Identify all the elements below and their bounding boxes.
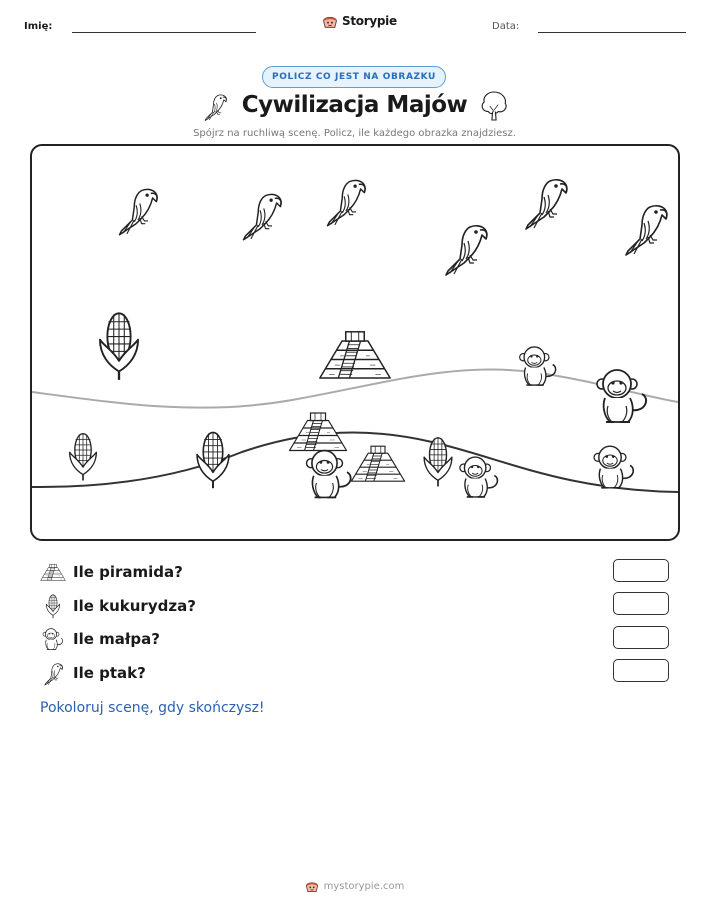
- answer-box-parrot[interactable]: [613, 659, 669, 682]
- brand-name: Storypie: [342, 14, 397, 28]
- corn-1: [100, 313, 138, 380]
- question-row-monkey: [40, 626, 160, 652]
- color-instruction: Pokoloruj scenę, gdy skończysz!: [40, 700, 265, 716]
- question-row-pyramid: [40, 559, 183, 585]
- corn-3: [197, 432, 229, 488]
- brand-logo: [322, 13, 397, 29]
- corn-2: [70, 434, 97, 481]
- question-row-corn: [40, 593, 196, 619]
- monkey-5: [594, 446, 633, 488]
- pie-mascot-icon: [305, 879, 319, 893]
- name-line[interactable]: [72, 32, 256, 33]
- name-label: Imię:: [24, 21, 53, 32]
- hill-line-lower: [32, 433, 678, 492]
- pyramid-3: [351, 446, 404, 481]
- tree-icon: [480, 90, 508, 122]
- parrot-icon: [40, 660, 66, 686]
- question-text: Ile kukurydza?: [73, 597, 196, 615]
- pyramid-1: [320, 332, 390, 378]
- parrot-5: [526, 180, 567, 229]
- question-row-parrot: [40, 660, 146, 686]
- answer-box-corn[interactable]: [613, 592, 669, 615]
- parrot-1: [120, 189, 158, 234]
- date-label: Data:: [492, 21, 520, 32]
- monkey-1: [520, 347, 556, 385]
- parrot-3: [328, 180, 366, 225]
- corn-icon: [40, 593, 66, 619]
- date-line[interactable]: [538, 32, 686, 33]
- parrot-6: [626, 206, 667, 255]
- page-subtitle: Spójrz na ruchliwą scenę. Policz, ile każdego obrazka znajdziesz.: [193, 128, 516, 139]
- question-text: Ile piramida?: [73, 563, 183, 581]
- monkey-3: [307, 451, 351, 498]
- pyramid-2: [290, 413, 347, 451]
- monkey-4: [460, 457, 498, 497]
- monkey-icon: [40, 626, 66, 652]
- pie-mascot-icon: [322, 13, 338, 29]
- parrot-4: [446, 226, 487, 275]
- answer-box-monkey[interactable]: [613, 626, 669, 649]
- scene-drawing: [32, 146, 678, 539]
- answer-box-pyramid[interactable]: [613, 559, 669, 582]
- counting-scene: [30, 144, 680, 541]
- page-title: Cywilizacja Majów: [241, 92, 468, 118]
- footer: [0, 879, 709, 893]
- question-text: Ile małpa?: [73, 630, 160, 648]
- monkey-2: [597, 370, 646, 422]
- footer-url[interactable]: mystorypie.com: [323, 880, 405, 892]
- question-text: Ile ptak?: [73, 664, 146, 682]
- pyramid-icon: [40, 559, 66, 585]
- activity-badge: POLICZ CO JEST NA OBRAZKU: [262, 66, 446, 88]
- parrot-2: [244, 194, 282, 239]
